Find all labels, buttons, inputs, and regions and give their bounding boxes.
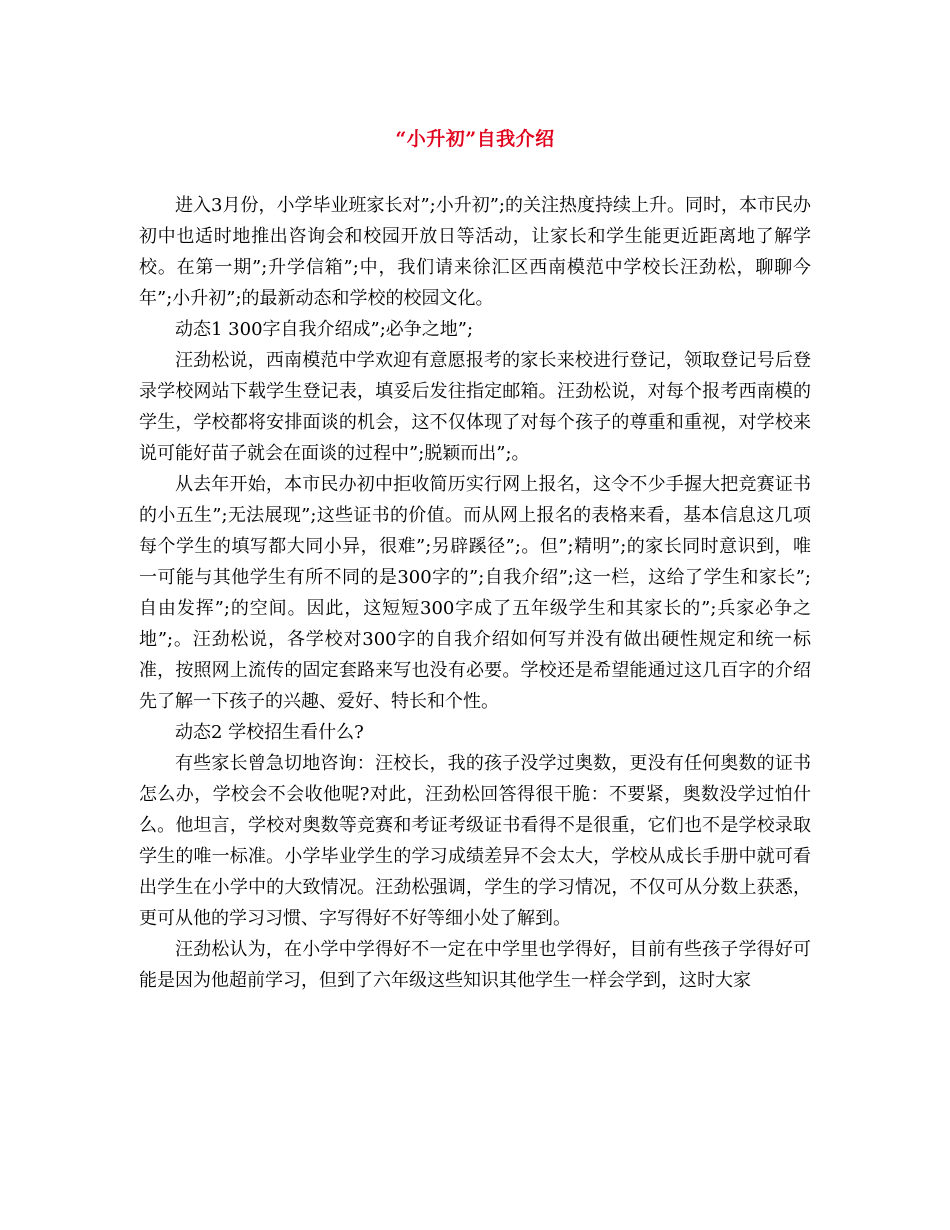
document-title: “小升初”自我介绍 — [395, 128, 555, 150]
section-heading-2: 动态2 学校招生看什么? — [175, 722, 364, 743]
section-heading-1: 动态1 300字自我介绍成”;必争之地”; — [175, 319, 474, 340]
intro-paragraph: 进入3月份，小学毕业班家长对”;小升初”;的关注热度持续上升。同时，本市民办初中也适时地推出咨询会和校园开放日等活动，让家长和学生能更近距离地了解学校。在第一期”;升学信箱”;中，我们请来徐汇区西南模范中学校长汪劲松，聊聊今年”;小升初”;的最新动态和学校的校园文化。 — [139, 195, 811, 309]
body-paragraph: 汪劲松认为，在小学中学得好不一定在中学里也学得好，目前有些孩子学得好可能是因为他超前学习，但到了六年级这些知识其他学生一样会学到，这时大家 — [139, 939, 811, 991]
body-paragraph: 从去年开始，本市民办初中拒收简历实行网上报名，这令不少手握大把竞赛证书的小五生”;无法展现”;这些证书的价值。而从网上报名的表格来看，基本信息这几项每个学生的填写都大同小异，很难”;另辟蹊径”;。但”;精明”;的家长同时意识到，唯一可能与其他学生有所不同的是300字的”;自我介绍”;这一栏，这给了学生和家长”;自由发挥”;的空间。因此，这短短300字成了五年级学生和其家长的”;兵家必争之地”;。汪劲松说，各学校对300字的自我介绍如何写并没有做出硬性规定和统一标准，按照网上流传的固定套路来写也没有必要。学校还是希望能通过这几百字的介绍先了解一下孩子的兴趣、爱好、特长和个性。 — [139, 474, 811, 712]
body-paragraph: 有些家长曾急切地咨询：汪校长，我的孩子没学过奥数，更没有任何奥数的证书怎么办，学校会不会收他呢?对此，汪劲松回答得很干脆：不要紧，奥数没学过怕什么。他坦言，学校对奥数等竞赛和考证考级证书看得不是很重，它们也不是学校录取学生的唯一标准。小学毕业学生的学习成绩差异不会太大，学校从成长手册中就可看出学生在小学中的大致情况。汪劲松强调，学生的学习情况，不仅可从分数上获悉，更可从他的学习习惯、字写得好不好等细小处了解到。 — [139, 753, 811, 929]
document-body — [139, 190, 811, 996]
body-paragraph: 汪劲松说，西南模范中学欢迎有意愿报考的家长来校进行登记，领取登记号后登录学校网站下载学生登记表，填妥后发往指定邮箱。汪劲松说，对每个报考西南模的学生，学校都将安排面谈的机会，这不仅体现了对每个孩子的尊重和重视，对学校来说可能好苗子就会在面谈的过程中”;脱颖而出”;。 — [139, 350, 811, 464]
